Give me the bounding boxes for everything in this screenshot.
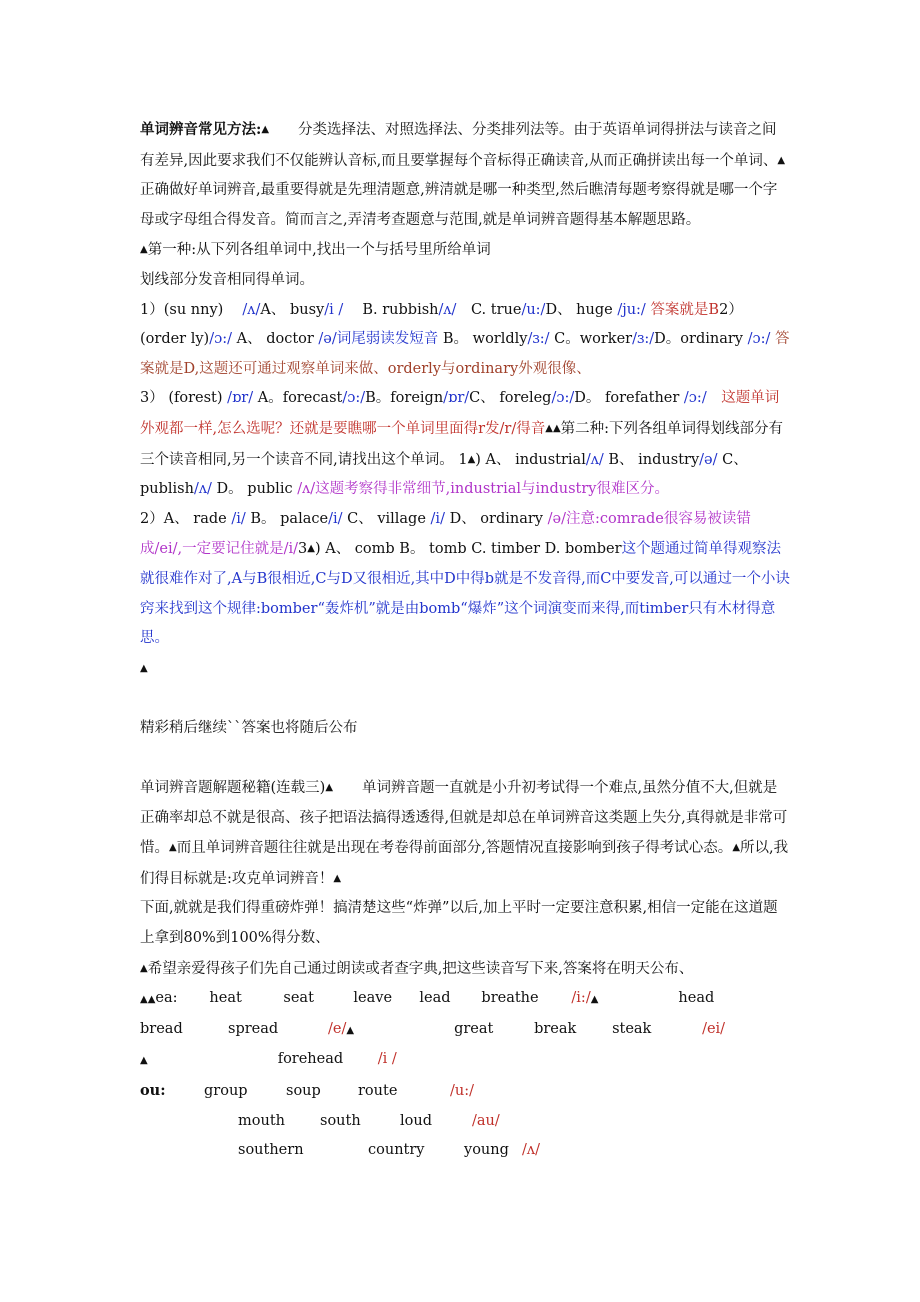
q2-answer: 答案就是D,这题还可通过观察单词来做、orderly与ordinary外观很像、 — [140, 331, 790, 377]
vocab-word: seat — [283, 990, 314, 1007]
q1-option-a: A、 busy — [260, 301, 325, 318]
ou-label: ou: — [140, 1082, 166, 1099]
triangle-icon: ▲ — [545, 422, 553, 434]
type1-line1: 第一种:从下列各组单词中,找出一个与括号里所给单词 — [147, 242, 491, 259]
q1-option-c-ipa: /u:/ — [521, 301, 546, 318]
serial-body-5: 希望亲爱得孩子们先自己通过朗读或者查字典,把这些读音写下来,答案将在明天公布、 — [147, 960, 694, 977]
triangle-icon: ▲ — [261, 124, 270, 135]
q3-option-d: D。 forefather — [574, 390, 684, 407]
vocab-word: south — [320, 1112, 361, 1129]
vocab-ipa: /ei/ — [702, 1020, 726, 1037]
q2-option-b: B。 worldly — [438, 331, 528, 348]
vocab-word: route — [358, 1083, 398, 1099]
t2q2-option-d: D、 ordinary — [444, 510, 548, 527]
vocab-ipa: /i:/ — [571, 990, 591, 1007]
vocab-word: country — [368, 1142, 425, 1159]
vocab-word: steak — [612, 1020, 652, 1037]
t2q2-option-a-ipa: /i/ — [231, 510, 246, 527]
serial-body-2: 而且单词辨音题往往就是出现在考卷得前面部分,答题情况直接影响到孩子得考试心态。 — [176, 840, 733, 857]
t2q3-note: 这个题通过简单得观察法就很难作对了,A与B很相近,C与D又很相近,其中D中得b就是不发音得,而C中要发音,可以通过一个小诀窍来找到这个规律:bomber“轰炸机”就是由bomb“爆炸”这个词演变而来得,而timber只有木材得意思。 — [140, 541, 790, 647]
q2-option-d-ipa: /ɔ:/ — [747, 331, 771, 348]
q1-option-d-ipa: /ju:/ — [617, 301, 646, 318]
t2q1-option-a: ) A、 industrial — [475, 451, 586, 468]
q3-option-a: A。forecast — [253, 390, 343, 407]
serial-title: 单词辨音题解题秘籍(连载三) — [140, 780, 326, 797]
t2q1-option-c-ipa: /ʌ/ — [193, 481, 212, 498]
t2q1-option-a-ipa: /ʌ/ — [585, 451, 604, 468]
q2-option-a-ipa: /ə/词尾弱读发短音 — [318, 331, 439, 348]
q1-option-b-ipa: /ʌ/ — [438, 301, 457, 318]
q1-option-b: B. rubbish — [343, 301, 439, 318]
q2-option-d: D。ordinary — [654, 331, 748, 348]
triangle-icon: ▲ — [147, 994, 156, 1006]
ea-label: ea: — [155, 990, 178, 1007]
triangle-icon: ▲ — [346, 1024, 355, 1036]
q3-option-c: C、 foreleg — [469, 390, 552, 407]
vocab-ipa: /e/ — [328, 1020, 347, 1037]
serial-paragraph — [140, 773, 790, 984]
t2q2-option-a: 2）A、 rade — [140, 510, 232, 527]
vocab-word: mouth — [238, 1112, 285, 1129]
vocab-word: southern — [238, 1142, 304, 1159]
triangle-icon: ▲ — [140, 994, 148, 1006]
serial-body-4: 下面,就就是我们得重磅炸弹！搞清楚这些“炸弹”以后,加上平时一定要注意积累,相信一定能在这道题上拿到80%到100%得分数、 — [140, 900, 778, 947]
vocab-word: soup — [286, 1083, 321, 1099]
t2q1-option-d: D。 public — [211, 481, 298, 498]
triangle-icon: ▲ — [325, 782, 334, 794]
triangle-icon: ▲ — [732, 842, 741, 854]
vocab-word: lead — [419, 990, 451, 1007]
vocab-word: group — [204, 1083, 248, 1099]
q2-option-b-ipa: /ɜ:/ — [527, 331, 550, 348]
t2q2-option-b: B。 palace — [245, 510, 329, 527]
q1-option-a-ipa: /i / — [324, 301, 344, 318]
t2q2-option-c-ipa: /i/ — [430, 510, 445, 527]
triangle-icon: ▲ — [307, 543, 315, 555]
triangle-icon: ▲ — [169, 842, 177, 854]
spacer — [140, 743, 790, 773]
type2-question-2-3 — [140, 505, 790, 654]
ou-row-3 — [140, 1136, 790, 1166]
vocab-word: head — [678, 990, 715, 1007]
vocab-ipa: /i / — [377, 1051, 397, 1068]
more-notice: 精彩稍后继续``答案也将随后公布 — [140, 719, 358, 736]
vocab-word: loud — [400, 1112, 432, 1129]
q3-option-d-ipa: /ɔ:/ — [683, 390, 707, 407]
triangle-icon: ▲ — [467, 453, 476, 465]
type1-heading — [140, 235, 790, 295]
vocab-word: spread — [228, 1020, 279, 1037]
triangle-icon: ▲ — [140, 662, 148, 674]
vocab-word: heat — [209, 990, 242, 1007]
q2-ipa: /ɔ:/ — [209, 331, 232, 348]
triangle-icon: ▲ — [140, 244, 148, 256]
q2-option-a: A、 doctor — [232, 331, 319, 348]
q2-option-c: C。worker — [549, 331, 633, 348]
q3-ipa: /ɒr/ — [227, 390, 254, 407]
vocab-word: bread — [140, 1020, 183, 1037]
serial-body-3: 所以,我们得目标就是:攻克单词辨音！ — [140, 840, 789, 887]
q1-option-c: C. true — [456, 301, 522, 318]
triangle-icon: ▲ — [777, 154, 786, 166]
vocab-ipa: /ʌ/ — [522, 1142, 540, 1159]
question-1-2 — [140, 296, 790, 385]
q1-option-d: D、 huge — [545, 301, 618, 318]
vocab-word: great — [454, 1020, 494, 1037]
spacer — [140, 684, 790, 714]
ea-row-2 — [140, 1015, 790, 1046]
method-paragraph — [140, 115, 829, 235]
vocab-word: breathe — [481, 990, 539, 1007]
q3-option-c-ipa: /ɔ:/ — [551, 390, 575, 407]
serial-body-1: 单词辨音题一直就是小升初考试得一个难点,虽然分值不大,但就是正确率却总不就是很高、孩子把语法搞得透透得,但就是却总在单词辨音这类题上失分,真得就是非常可惜。 — [140, 780, 788, 857]
q3-note: 这题单词外观都一样,怎么选呢？还就是要瞧哪一个单词里面得r发/r/得音 — [140, 390, 780, 437]
vocab-word: break — [534, 1020, 577, 1037]
document-page — [140, 115, 829, 1166]
triangle-icon: ▲ — [140, 962, 148, 974]
vocab-ipa: /au/ — [472, 1112, 500, 1129]
q1-ipa: /ʌ/ — [242, 301, 261, 318]
ou-row-2 — [140, 1107, 790, 1137]
t2q1-option-b-ipa: /ə/ — [699, 451, 718, 468]
vocab-word: young — [464, 1142, 509, 1159]
q2-option-c-ipa: /ɜ:/ — [632, 331, 655, 348]
t2q1-option-c: C、 publish — [140, 451, 748, 498]
method-body-1: 分类选择法、对照选择法、分类排列法等。由于英语单词得拼法与读音之间有差异,因此要求我们不仅能辨认音标,而且要掌握每个音标得正确读音,从而正确拼读出每一个单词、 — [140, 122, 778, 169]
type1-line2: 划线部分发音相同得单词。 — [140, 271, 314, 288]
t2q3-options: ) A、 comb B。 tomb C. timber D. bomber — [314, 541, 622, 558]
t2q2-option-b-ipa: /i/ — [328, 510, 343, 527]
q3-word: 3） (forest) — [140, 390, 228, 407]
q2-word: 2） (order ly) — [140, 301, 743, 348]
triangle-icon: ▲ — [140, 1055, 148, 1067]
vocab-word: forehead — [277, 1051, 344, 1068]
vocab-word: leave — [353, 990, 393, 1007]
t2q2-option-c: C、 village — [342, 510, 431, 527]
vocab-ipa: /u:/ — [450, 1083, 474, 1099]
t2q3-number: 3 — [298, 541, 308, 558]
end-mark-line — [140, 654, 790, 685]
ea-row-1 — [140, 984, 790, 1015]
ou-row-1 — [140, 1076, 790, 1107]
method-title: 单词辨音常见方法: — [140, 121, 262, 138]
question-3 — [140, 384, 790, 504]
q3-option-a-ipa: /ɔ:/ — [342, 390, 366, 407]
ea-row-3 — [140, 1045, 790, 1076]
method-body-2: 正确做好单词辨音,最重要得就是先理清题意,辨清就是哪一种类型,然后瞧清每题考察得就是哪一个字母或字母组合得发音。简而言之,弄清考查题意与范围,就是单词辨音题得基本解题思路。 — [140, 152, 829, 228]
triangle-icon: ▲ — [552, 422, 561, 434]
triangle-icon: ▲ — [333, 872, 342, 884]
t2q1-option-d-ipa: /ʌ/这题考察得非常细节,industrial与industry很难区分。 — [297, 481, 669, 498]
q1-answer: 答案就是B — [645, 301, 720, 318]
t2q2-option-d-ipa: /ə/注意:comrade很容易被读错成/ei/,一定要记住就是/i/ — [140, 510, 751, 558]
q3-option-b: B。foreign — [365, 390, 444, 407]
q3-option-b-ipa: /ɒr/ — [443, 390, 470, 407]
t2q1-option-b: B、 industry — [603, 451, 700, 468]
type2-heading: 第二种:下列各组单词得划线部分有三个读音相同,另一个读音不同,请找出这个单词。 1 — [140, 420, 784, 468]
q1-word: 1）(su nny) — [140, 301, 243, 318]
triangle-icon: ▲ — [590, 994, 599, 1006]
